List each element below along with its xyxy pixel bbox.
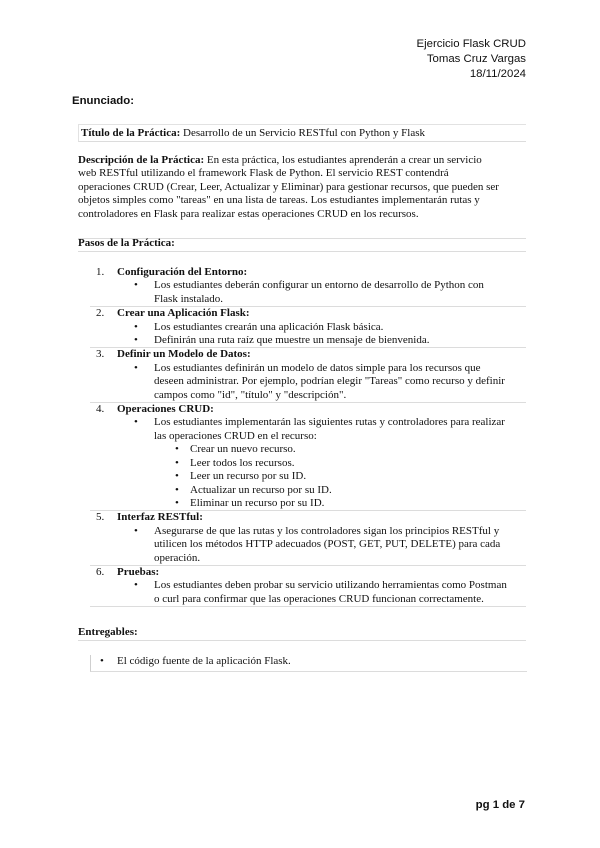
description-box [78,154,526,239]
bullet-line: • Los estudiantes crearán una aplicación Flask básica. [154,320,384,333]
practice-title-value: Desarrollo de un Servicio RESTful con Python y Flask [183,127,426,139]
step-item [90,403,526,511]
bullet-line: las operaciones CRUD en el recurso: [154,429,317,442]
bullet-line: o curl para confirmar que las operaciones CRUD funcionan correctamente. [154,592,484,605]
step-bullet [90,525,526,565]
sub-bullet: • Actualizar un recurso por su ID. [90,484,526,497]
bullet-line: • Asegurarse de que las rutas y los controladores sigan los principios RESTful y [154,524,500,537]
step-item [90,566,526,607]
author-name: Tomas Cruz Vargas [426,53,526,65]
practice-title-label: Título de la Práctica: [81,127,181,139]
step-number: 6. [96,565,105,578]
sub-bullet: • Eliminar un recurso por su ID. [90,497,526,510]
step-title: Interfaz RESTful: [117,511,203,524]
step-title: Pruebas: [117,565,160,578]
step-header [90,307,526,320]
section-heading: Enunciado: [72,95,135,107]
step-bullet [90,416,526,443]
step-title: Operaciones CRUD: [117,403,214,416]
description-line: operaciones CRUD (Crear, Leer, Actualizar y Eliminar) para gestionar recursos, que pueden ser [78,180,499,193]
step-bullet [90,362,526,402]
bullet-line: • Los estudiantes deben probar su servicio utilizando herramientas como Postman [154,579,507,592]
step-number: 4. [96,403,105,416]
step-number: 5. [96,511,105,524]
description-line: controladores en Flask para realizar estas operaciones CRUD en los recursos. [78,207,419,220]
bullet-line: • Definirán una ruta raíz que muestre un mensaje de bienvenida. [154,334,430,347]
bullet-line: utilicen los métodos HTTP adecuados (POST, GET, PUT, DELETE) para cada [154,538,501,551]
doc-date: 18/11/2024 [469,68,526,80]
deliverables-heading-box [78,626,526,641]
steps-list [90,266,526,607]
description-line [78,154,526,167]
step-header [90,566,526,579]
step-number: 3. [96,348,105,361]
bullet-line: • Los estudiantes deberán configurar un entorno de desarrollo de Python con [154,279,484,292]
bullet-line: • Los estudiantes definirán un modelo de datos simple para los recursos que [154,361,481,374]
steps-heading-box [78,237,526,252]
step-title: Definir un Modelo de Datos: [117,348,251,361]
bullet-line: campos como "id", "título" y "descripción". [154,388,347,401]
step-header [90,348,526,361]
step-bullet [90,334,526,347]
step-number: 2. [96,307,105,320]
step-bullet [90,321,526,334]
description-line: objetos simples como "tareas" en una lista de tareas. Los estudiantes implementarán rutas y [78,194,480,207]
step-bullet [90,579,526,606]
step-item [90,511,526,566]
description-line: web RESTful utilizando el framework Flask de Python. El servicio REST contendrá [78,167,449,180]
step-header [90,266,526,279]
step-item [90,266,526,307]
deliverables-list [90,655,527,672]
step-title: Configuración del Entorno: [117,266,248,278]
page-number: pg 1 de 7 [475,799,525,811]
sub-bullet: • Leer todos los recursos. [90,457,526,470]
bullet-line: Flask instalado. [154,292,224,305]
step-header [90,511,526,524]
bullet-line: deseen administrar. Por ejemplo, podrían elegir "Tareas" como recurso y definir [154,375,505,388]
step-title: Crear una Aplicación Flask: [117,307,250,320]
step-item [90,348,526,403]
bullet-line: operación. [154,551,201,564]
sub-bullet: • Leer un recurso por su ID. [90,470,526,483]
description-text: En esta práctica, los estudiantes aprenderán a crear un servicio [206,154,482,166]
description-label: Descripción de la Práctica: [78,154,205,166]
step-bullet [90,279,526,306]
practice-title-box [78,124,526,142]
sub-bullet: • Crear un nuevo recurso. [90,443,526,456]
steps-heading: Pasos de la Práctica: [78,237,175,249]
deliverables-heading: Entregables: [78,626,138,638]
step-number: 1. [96,266,105,278]
doc-title: Ejercicio Flask CRUD [416,38,526,50]
deliverable-item: • El código fuente de la aplicación Flask. [91,655,527,668]
bullet-line: • Los estudiantes implementarán las siguientes rutas y controladores para realizar [154,416,505,429]
step-item [90,307,526,348]
page-header [417,37,527,82]
step-header [90,403,526,416]
